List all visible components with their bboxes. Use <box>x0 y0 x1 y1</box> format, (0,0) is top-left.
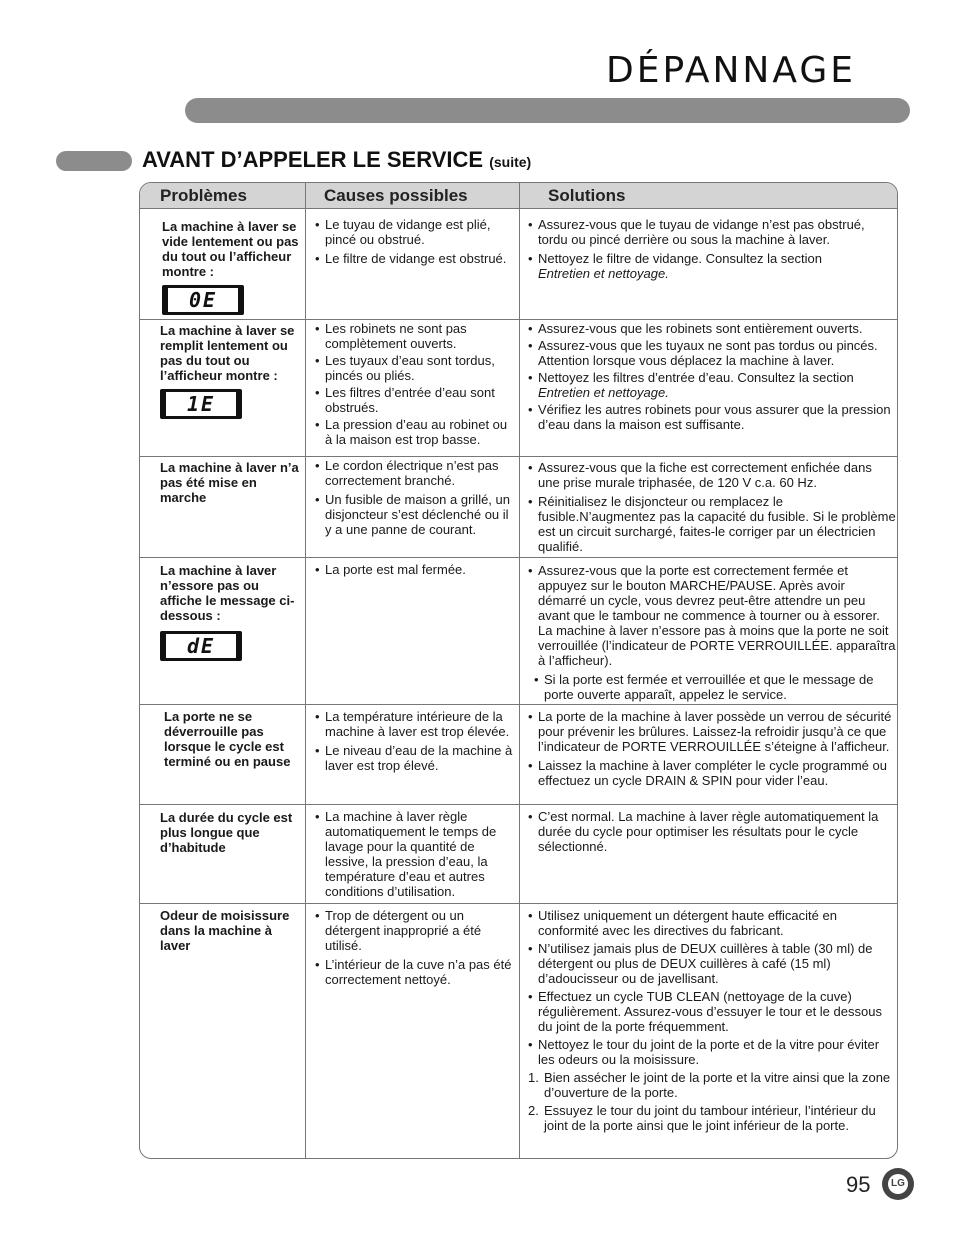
solution-item: • Réinitialisez le disjoncteur ou remplacez le fusible.N’augmentez pas la capacité du fusible. Si le problème est un circuit surchargé, faites-le corriger par un électricien qualifié. <box>528 494 896 554</box>
cause-item: • Les robinets ne sont pas complètement ouverts. <box>315 321 515 351</box>
solution-item: • Assurez-vous que la fiche est correctement enfichée dans une prise murale triphasée, de 120 V c.a. 60 Hz. <box>528 460 896 490</box>
problem-cell <box>164 709 304 769</box>
step-text: Essuyez le tour du joint du tambour intérieur, l’intérieur du joint de la porte ainsi que le joint inférieur de la porte. <box>544 1103 876 1133</box>
solution-text: Nettoyez le filtre de vidange. Consultez la section <box>538 251 822 266</box>
problem-text: La machine à laver n’a pas été mise en marche <box>160 460 299 505</box>
step-text: Bien assécher le joint de la porte et la vitre ainsi que la zone d’ouverture de la porte. <box>544 1070 891 1100</box>
table-row <box>140 456 897 558</box>
page-title: DÉPANNAGE <box>606 50 856 91</box>
cause-item: • La porte est mal fermée. <box>315 562 515 577</box>
display-code: 1E <box>166 392 236 416</box>
problem-cell <box>160 563 300 661</box>
table-row <box>140 904 897 1158</box>
display-indicator <box>162 285 244 315</box>
section-title-text: AVANT D’APPELER LE SERVICE <box>142 147 484 172</box>
solutions-cell <box>528 217 896 285</box>
section-title <box>142 147 531 173</box>
problem-text: La machine à laver se vide lentement ou pas du tout ou l’afficheur montre : <box>162 219 299 279</box>
solution-italic: Entretien et nettoyage. <box>538 385 669 400</box>
logo-text: LG <box>888 1174 908 1194</box>
numbered-step <box>528 1070 896 1100</box>
header-causes: Causes possibles <box>324 186 468 205</box>
table-row <box>140 705 897 805</box>
solution-item: • La porte de la machine à laver possède un verrou de sécurité pour prévenir les brûlures. Laissez-la refroidir jusqu’à ce que l’indicateur de PORTE VERROUILLÉE s’éteigne à l’afficheur. <box>528 709 896 754</box>
cause-item: • Les filtres d’entrée d’eau sont obstrués. <box>315 385 515 415</box>
solution-item: • Assurez-vous que la porte est correctement fermée et appuyez sur le bouton MARCHE/PAUSE. Après avoir démarré un cycle, vous devrez peut-être attendre un peu avant que le tambour ne commence à tourner ou à essorer. La machine à laver n’essore pas à moins que la porte ne soit verrouillée (l’indicateur de PORTE VERROUILLÉE. apparaîtra à l’afficheur). <box>528 563 896 668</box>
cause-item: • Le tuyau de vidange est plié, pincé ou obstrué. <box>315 217 515 247</box>
display-indicator <box>160 631 242 661</box>
problem-cell <box>160 810 300 855</box>
solutions-cell <box>528 563 896 706</box>
cause-item: • Les tuyaux d’eau sont tordus, pincés ou pliés. <box>315 353 515 383</box>
solutions-cell <box>528 809 896 858</box>
solution-item: • Assurez-vous que le tuyau de vidange n’est pas obstrué, tordu ou pincé derrière ou sous la machine à laver. <box>528 217 896 247</box>
numbered-step <box>528 1103 896 1133</box>
solution-item <box>528 370 896 400</box>
table-row <box>140 319 897 457</box>
cause-item: • La machine à laver règle automatiquement le temps de lavage pour la quantité de lessive, la pression d’eau, la température d’eau et autres conditions d’utilisation. <box>315 809 515 899</box>
lg-logo-icon <box>882 1168 914 1200</box>
display-code: dE <box>166 634 236 658</box>
cause-item: • Le niveau d’eau de la machine à laver est trop élevé. <box>315 743 515 773</box>
problem-cell <box>162 219 302 315</box>
problem-text: La machine à laver se remplit lentement ou pas du tout ou l’afficheur montre : <box>160 323 295 383</box>
cause-item: • La température intérieure de la machine à laver est trop élevée. <box>315 709 515 739</box>
solution-item: • C’est normal. La machine à laver règle automatiquement la durée du cycle pour optimiser les résultats pour le cycle sélectionné. <box>528 809 896 854</box>
solution-item: • Si la porte est fermée et verrouillée et que le message de porte ouverte apparaît, appelez le service. <box>534 672 896 702</box>
problem-cell <box>160 460 300 505</box>
section-title-suffix: (suite) <box>489 154 532 170</box>
table-row <box>140 558 897 705</box>
solution-text: Nettoyez les filtres d’entrée d’eau. Consultez la section <box>538 370 854 385</box>
cause-item: • L’intérieur de la cuve n’a pas été correctement nettoyé. <box>315 957 515 987</box>
causes-cell <box>315 321 515 449</box>
solution-item <box>528 251 896 281</box>
solutions-cell <box>528 709 896 792</box>
cause-item: • Un fusible de maison a grillé, un disjoncteur s’est déclenché ou il y a une panne de courant. <box>315 492 515 537</box>
step-number: 2. <box>528 1103 539 1118</box>
problem-cell <box>160 908 300 953</box>
causes-cell <box>315 217 515 270</box>
problem-text: La porte ne se déverrouille pas lorsque le cycle est terminé ou en pause <box>164 709 291 769</box>
header-bar <box>185 98 910 123</box>
solution-item: • Effectuez un cycle TUB CLEAN (nettoyage de la cuve) régulièrement. Assurez-vous d’essuyer le tour et le dessous du joint de la porte fréquemment. <box>528 989 896 1034</box>
cause-item: • La pression d’eau au robinet ou à la maison est trop basse. <box>315 417 515 447</box>
section-marker <box>56 151 132 171</box>
troubleshooting-table <box>139 182 898 1159</box>
solution-item: • Assurez-vous que les tuyaux ne sont pas tordus ou pincés. Attention lorsque vous déplacez la machine à laver. <box>528 338 896 368</box>
step-number: 1. <box>528 1070 539 1085</box>
header-solutions: Solutions <box>548 186 626 205</box>
causes-cell <box>315 908 515 991</box>
solution-item: • Utilisez uniquement un détergent haute efficacité en conformité avec les directives du fabricant. <box>528 908 896 938</box>
cause-item: • Le cordon électrique n’est pas correctement branché. <box>315 458 515 488</box>
causes-cell <box>315 458 515 541</box>
causes-cell <box>315 562 515 581</box>
page-number: 95 <box>846 1172 871 1197</box>
solutions-cell <box>528 908 896 1136</box>
problem-text: Odeur de moisissure dans la machine à laver <box>160 908 290 953</box>
problem-text: La durée du cycle est plus longue que d’habitude <box>160 810 293 855</box>
header-problems: Problèmes <box>160 186 247 205</box>
table-row <box>140 209 897 320</box>
cause-item: • Le filtre de vidange est obstrué. <box>315 251 515 266</box>
cause-item: • Trop de détergent ou un détergent inapproprié a été utilisé. <box>315 908 515 953</box>
display-code: 0E <box>168 288 238 312</box>
solution-italic: Entretien et nettoyage. <box>538 266 669 281</box>
solutions-cell <box>528 321 896 434</box>
solution-item: • N’utilisez jamais plus de DEUX cuillères à table (30 ml) de détergent ou plus de DEUX cuillères à café (15 ml) d’adoucisseur ou de javellisant. <box>528 941 896 986</box>
solution-item: • Laissez la machine à laver compléter le cycle programmé ou effectuez un cycle DRAIN & SPIN pour vider l’eau. <box>528 758 896 788</box>
problem-cell <box>160 323 300 419</box>
solutions-cell <box>528 460 896 558</box>
solution-item: • Vérifiez les autres robinets pour vous assurer que la pression d’eau dans la maison est suffisante. <box>528 402 896 432</box>
table-row <box>140 805 897 904</box>
causes-cell <box>315 709 515 777</box>
display-indicator <box>160 389 242 419</box>
solution-item: • Nettoyez le tour du joint de la porte et de la vitre pour éviter les odeurs ou la moisissure. <box>528 1037 896 1067</box>
solution-item: • Assurez-vous que les robinets sont entièrement ouverts. <box>528 321 896 336</box>
problem-text: La machine à laver n’essore pas ou affiche le message ci-dessous : <box>160 563 295 623</box>
causes-cell <box>315 809 515 903</box>
